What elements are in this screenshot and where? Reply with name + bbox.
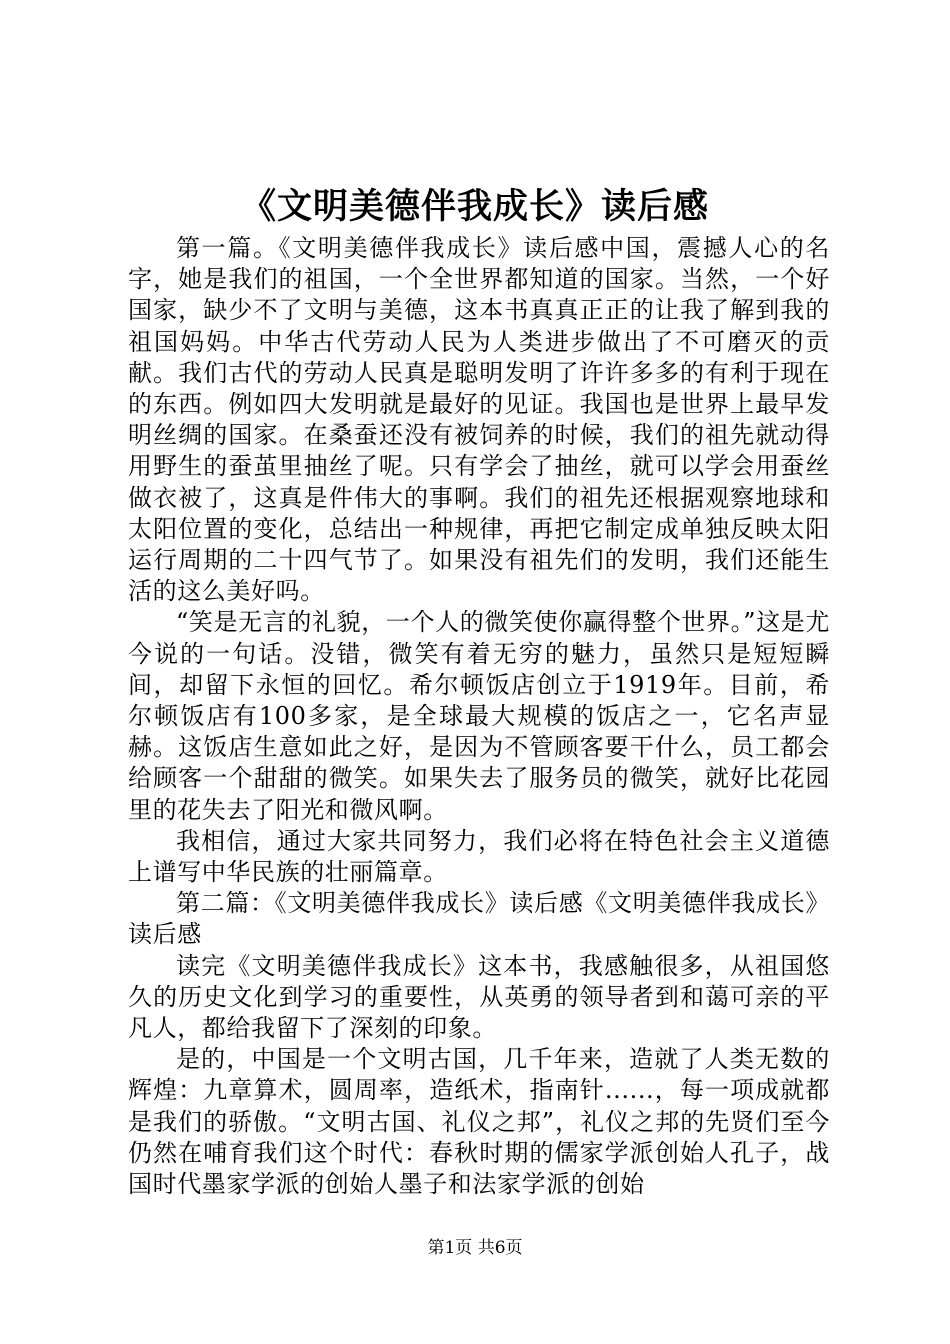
paragraph: 读完《文明美德伴我成长》这本书，我感触很多，从祖国悠久的历史文化到学习的重要性，从英勇的领导者到和蔼可亲的平凡人，都给我留下了深刻的印象。 bbox=[128, 951, 830, 1043]
document-body bbox=[128, 233, 830, 1200]
paragraph: 我相信，通过大家共同努力，我们必将在特色社会主义道德上谱写中华民族的壮丽篇章。 bbox=[128, 826, 830, 887]
paragraph: “笑是无言的礼貌，一个人的微笑使你赢得整个世界。”这是尤今说的一句话。没错，微笑有着无穷的魅力，虽然只是短短瞬间，却留下永恒的回忆。希尔顿饭店创立于1919年。目前，希尔顿饭店有100多家，是全球最大规模的饭店之一，它名声显赫。这饭店生意如此之好，是因为不管顾客要干什么，员工都会给顾客一个甜甜的微笑。如果失去了服务员的微笑，就好比花园里的花失去了阳光和微风啊。 bbox=[128, 608, 830, 824]
paragraph: 第一篇。《文明美德伴我成长》读后感中国，震撼人心的名字，她是我们的祖国，一个全世界都知道的国家。当然，一个好国家，缺少不了文明与美德，这本书真真正正的让我了解到我的祖国妈妈。中华古代劳动人民为人类进步做出了不可磨灭的贡献。我们古代的劳动人民真是聪明发明了许许多多的有利于现在的东西。例如四大发明就是最好的见证。我国也是世界上最早发明丝绸的国家。在桑蚕还没有被饲养的时候，我们的祖先就动得用野生的蚕茧里抽丝了呢。只有学会了抽丝，就可以学会用蚕丝做衣被了，这真是件伟大的事啊。我们的祖先还根据观察地球和太阳位置的变化，总结出一种规律，再把它制定成单独反映太阳运行周期的二十四气节了。如果没有祖先们的发明，我们还能生活的这么美好吗。 bbox=[128, 234, 830, 606]
page-number-footer: 第1页 共6页 bbox=[427, 1238, 523, 1258]
document-title: 《文明美德伴我成长》读后感 bbox=[240, 186, 709, 227]
paragraph: 第二篇：《文明美德伴我成长》读后感《文明美德伴我成长》读后感 bbox=[128, 889, 830, 949]
paragraph: 是的，中国是一个文明古国，几千年来，造就了人类无数的辉煌：九章算术，圆周率，造纸术，指南针......，每一项成就都是我们的骄傲。“文明古国、礼仪之邦”，礼仪之邦的先贤们至今仍然在哺育我们这个时代：春秋时期的儒家学派创始人孔子，战国时代墨家学派的创始人墨子和法家学派的创始 bbox=[128, 1045, 830, 1199]
